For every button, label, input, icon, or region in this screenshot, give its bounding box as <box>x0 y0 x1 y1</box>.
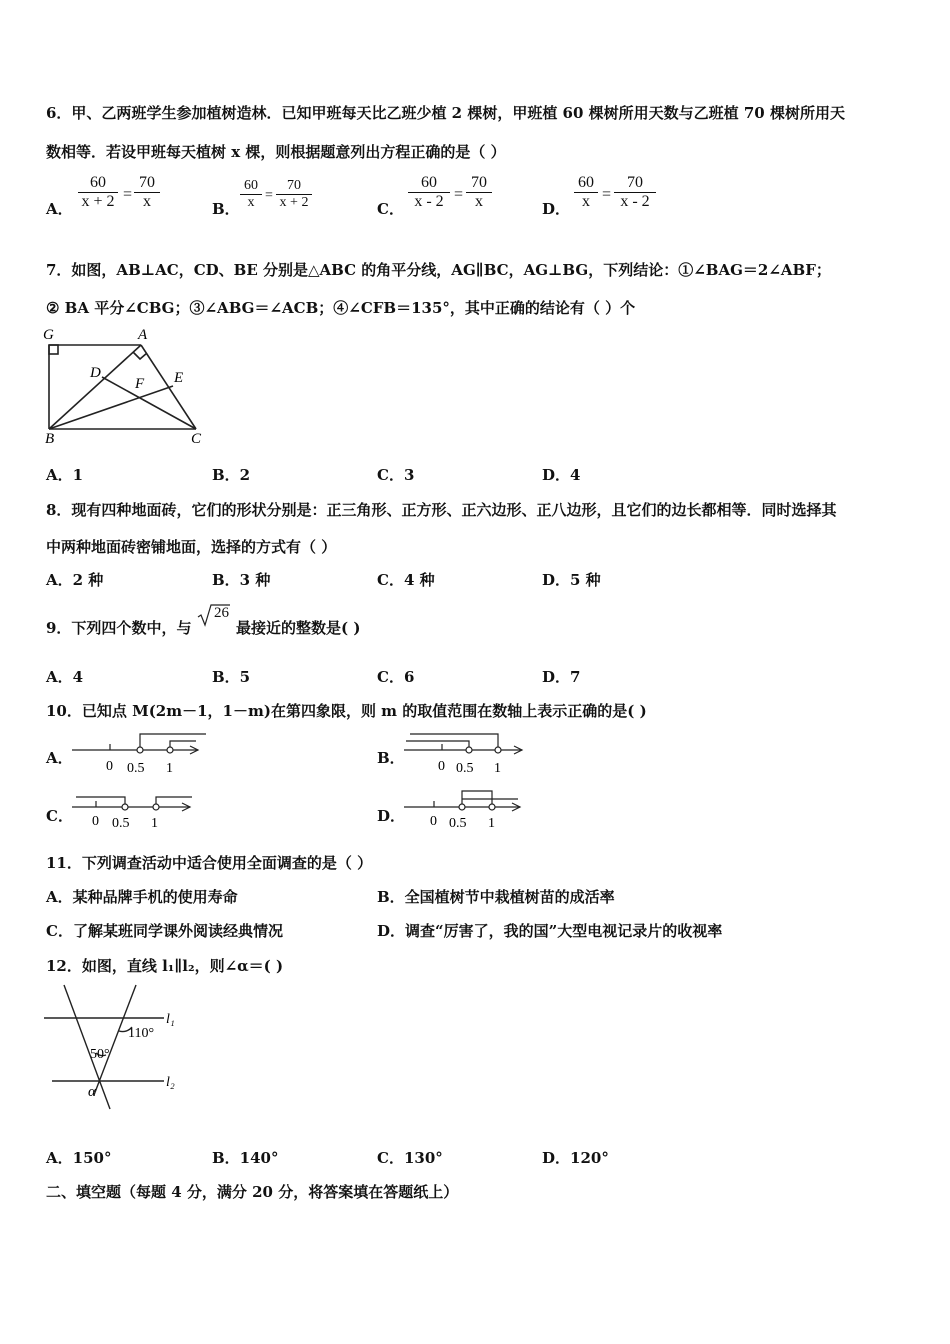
q12-option-d: D．120° <box>542 1149 609 1167</box>
q11-option-a: A．某种品牌手机的使用寿命 <box>46 888 238 906</box>
q6-option-c-equals: = <box>454 186 464 203</box>
tick-1: 1 <box>488 816 495 831</box>
q7-option-a: A．1 <box>46 466 84 484</box>
q10-option-a-label: A． <box>46 749 73 767</box>
label-l1: l₁ <box>166 1012 175 1027</box>
tick-0: 0 <box>106 759 113 774</box>
tick-0: 0 <box>438 759 445 774</box>
q6-line2: 数相等．若设甲班每天植树 x 棵，则根据题意列出方程正确的是（ ） <box>46 143 506 161</box>
q8-option-b: B．3 种 <box>212 571 271 589</box>
label-l2: l₂ <box>166 1075 175 1090</box>
label-50: 50° <box>90 1047 110 1062</box>
q6-option-c-left-fraction: 60 x - 2 <box>408 174 450 211</box>
tick-0-5: 0.5 <box>449 816 467 831</box>
q10-option-d-label: D． <box>377 807 406 825</box>
q6-option-a-right-fraction: 70 x <box>134 174 160 211</box>
q9-option-d: D．7 <box>542 668 581 686</box>
q6-option-c-label: C． <box>377 200 404 218</box>
q7-line1: 7．如图，AB⊥AC，CD、BE 分别是△ABC 的角平分线，AG∥BC，AG⊥BG，下列结论：①∠BAG＝2∠ABF； <box>46 261 831 279</box>
q6-option-d-right-fraction: 70 x - 2 <box>614 174 656 211</box>
q6-option-a-left-fraction: 60 x + 2 <box>78 174 118 211</box>
q9-suffix: 最接近的整数是( ) <box>236 619 361 637</box>
section-2-heading: 二、填空题（每题 4 分，满分 20 分，将答案填在答题纸上） <box>46 1183 459 1201</box>
q10-line1: 10．已知点 M(2m－1，1－m)在第四象限，则 m 的取值范围在数轴上表示正确的是( ) <box>46 702 647 720</box>
label-e: E <box>174 370 184 386</box>
q8-line1: 8．现有四种地面砖，它们的形状分别是：正三角形、正方形、正六边形、正八边形，且它们的边长都相等．同时选择其 <box>46 501 837 519</box>
q12-option-a: A．150° <box>46 1149 112 1167</box>
q9-option-c: C．6 <box>377 668 415 686</box>
q10-option-b-number-line <box>402 730 532 776</box>
q8-option-c: C．4 种 <box>377 571 435 589</box>
label-110: 110° <box>128 1026 155 1041</box>
q6-option-b-label: B． <box>212 200 240 218</box>
q11-option-d: D．调查“厉害了，我的国”大型电视记录片的收视率 <box>377 922 723 940</box>
tick-1: 1 <box>494 761 501 776</box>
q12-parallel-lines-figure <box>42 983 192 1113</box>
q8-line2: 中两种地面砖密铺地面，选择的方式有（ ） <box>46 538 337 556</box>
q7-option-c: C．3 <box>377 466 415 484</box>
q11-option-c: C．了解某班同学课外阅读经典情况 <box>46 922 283 940</box>
q10-option-b-label: B． <box>377 749 405 767</box>
q8-option-d: D．5 种 <box>542 571 601 589</box>
q6-option-a-label: A． <box>46 200 73 218</box>
q6-option-b-left-fraction: 60 x <box>240 178 262 211</box>
q6-option-d-equals: = <box>602 186 612 203</box>
q6-option-d-label: D． <box>542 200 571 218</box>
q9-option-a: A．4 <box>46 668 84 686</box>
tick-0-5: 0.5 <box>112 816 130 831</box>
q7-line2: ② BA 平分∠CBG；③∠ABG＝∠ACB；④∠CFB＝135°，其中正确的结论有（ ）个 <box>46 299 636 317</box>
q10-option-d-number-line <box>402 787 532 833</box>
q12-option-b: B．140° <box>212 1149 279 1167</box>
q7-option-d: D．4 <box>542 466 581 484</box>
q12-option-c: C．130° <box>377 1149 443 1167</box>
label-a: A <box>138 327 148 343</box>
label-g: G <box>43 327 54 343</box>
label-c: C <box>191 431 202 447</box>
q7-option-b: B．2 <box>212 466 251 484</box>
q9-option-b: B．5 <box>212 668 251 686</box>
tick-0: 0 <box>430 814 437 829</box>
label-d: D <box>90 365 101 381</box>
q10-option-c-number-line <box>70 787 210 833</box>
q6-option-d-left-fraction: 60 x <box>574 174 598 211</box>
q6-option-a-equals: = <box>123 186 133 203</box>
q10-option-a-number-line <box>70 730 210 776</box>
q6-option-b-equals: = <box>265 188 273 203</box>
tick-1: 1 <box>166 761 173 776</box>
label-alpha: α <box>88 1084 96 1100</box>
q11-line1: 11．下列调查活动中适合使用全面调查的是（ ） <box>46 854 373 872</box>
tick-0-5: 0.5 <box>127 761 145 776</box>
q6-option-b-right-fraction: 70 x + 2 <box>276 178 312 211</box>
q6-option-c-right-fraction: 70 x <box>466 174 492 211</box>
q11-option-b: B．全国植树节中栽植树苗的成活率 <box>377 888 615 906</box>
label-b: B <box>45 431 55 447</box>
q12-line1: 12．如图，直线 l₁∥l₂，则∠α＝( ) <box>46 957 284 975</box>
q9-prefix: 9．下列四个数中，与 <box>46 619 192 637</box>
q9-radicand: 26 <box>214 605 229 621</box>
tick-1: 1 <box>151 816 158 831</box>
q10-option-c-label: C． <box>46 807 73 825</box>
q7-triangle-figure <box>40 325 210 445</box>
label-f: F <box>135 376 145 392</box>
tick-0: 0 <box>92 814 99 829</box>
q8-option-a: A．2 种 <box>46 571 104 589</box>
tick-0-5: 0.5 <box>456 761 474 776</box>
q6-line1: 6．甲、乙两班学生参加植树造林．已知甲班每天比乙班少植 2 棵树，甲班植 60 棵树所用天数与乙班植 70 棵树所用天 <box>46 104 845 122</box>
